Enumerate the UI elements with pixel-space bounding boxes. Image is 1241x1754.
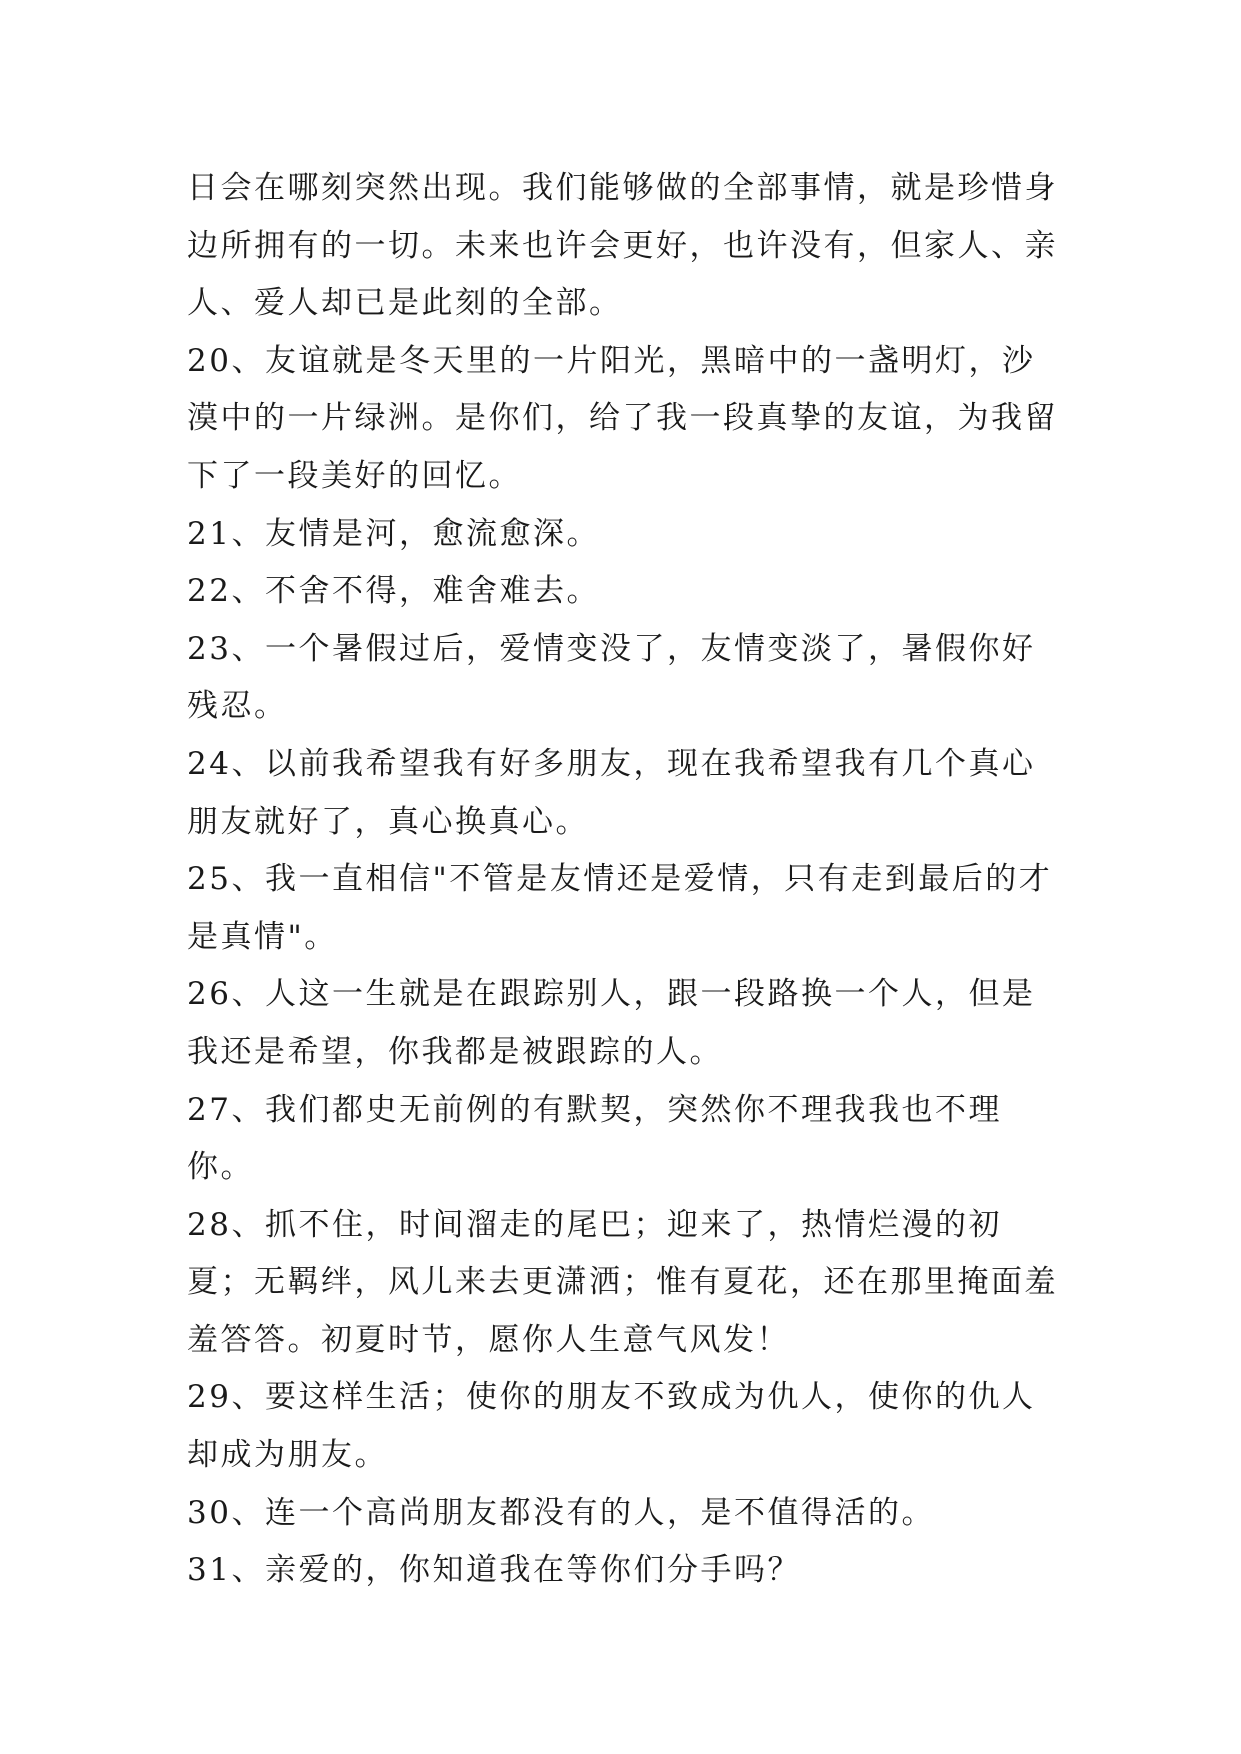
paragraph-item-20: 20、友谊就是冬天里的一片阳光，黑暗中的一盏明灯，沙漠中的一片绿洲。是你们，给了我一段真挚的友谊，为我留下了一段美好的回忆。 — [187, 342, 1058, 494]
document-body — [187, 160, 1067, 1600]
paragraph-continuation: 日会在哪刻突然出现。我们能够做的全部事情，就是珍惜身边所拥有的一切。未来也许会更好，也许没有，但家人、亲人、爱人却已是此刻的全部。 — [187, 170, 1058, 322]
paragraph-item-30: 30、连一个高尚朋友都没有的人，是不值得活的。 — [187, 1494, 935, 1531]
paragraph-item-24: 24、以前我希望我有好多朋友，现在我希望我有几个真心朋友就好了，真心换真心。 — [187, 745, 1036, 840]
paragraph-item-27: 27、我们都史无前例的有默契，突然你不理我我也不理你。 — [187, 1091, 1002, 1186]
paragraph-item-25: 25、我一直相信"不管是友情还是爱情，只有走到最后的才是真情"。 — [187, 861, 1053, 955]
paragraph-item-28: 28、抓不住，时间溜走的尾巴；迎来了，热情烂漫的初夏；无羁绊，风儿来去更潇洒；惟有夏花，还在那里掩面羞羞答答。初夏时节，愿你人生意气风发！ — [187, 1206, 1058, 1358]
paragraph-item-31: 31、亲爱的，你知道我在等你们分手吗？ — [187, 1552, 801, 1589]
paragraph-item-23: 23、一个暑假过后，爱情变没了，友情变淡了，暑假你好残忍。 — [187, 630, 1036, 725]
paragraph-item-29: 29、要这样生活；使你的朋友不致成为仇人，使你的仇人却成为朋友。 — [187, 1379, 1036, 1474]
paragraph-item-22: 22、不舍不得，难舍难去。 — [187, 573, 600, 610]
paragraph-item-21: 21、友情是河，愈流愈深。 — [187, 515, 600, 552]
paragraph-item-26: 26、人这一生就是在跟踪别人，跟一段路换一个人，但是我还是希望，你我都是被跟踪的人。 — [187, 976, 1036, 1070]
